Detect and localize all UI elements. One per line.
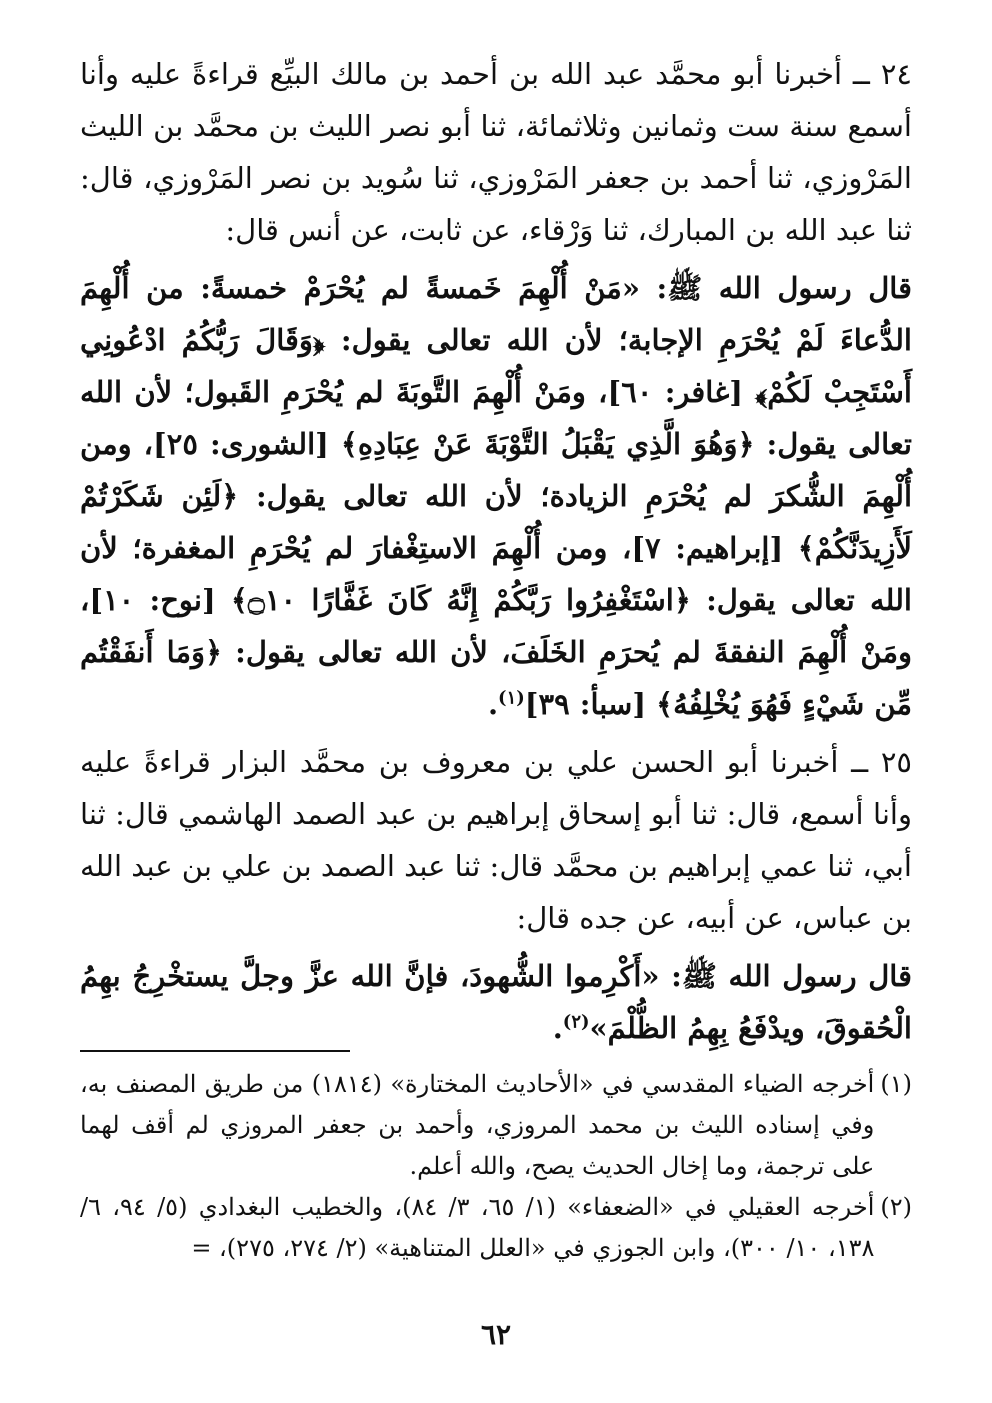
footnote-divider (80, 1050, 350, 1052)
paragraph-text: قال رسول الله ﷺ: «أَكْرِموا الشُّهودَ، فإنَّ الله عزَّ وجلَّ يستخْرِجُ بهِمُ الْحُقوقَ، ويدْفَعُ بِهِمُ الظُّلْمَ» (80, 959, 912, 1045)
footnote-1 (80, 1064, 912, 1187)
paragraph-text: قال رسول الله ﷺ: «مَنْ أُلْهِمَ خَمسةً لم يُحْرَمْ خمسةً: من أُلْهِمَ الدُّعاءَ لَمْ يُحْرَمِ الإجابة؛ لأن الله تعالى يقول: ﴿وَقَالَ رَبُّكُمُ ادْعُونِي أَسْتَجِبْ لَكُمْ﴾ [غافر: ٦٠]، ومَنْ أُلْهِمَ التَّوبَةَ لم يُحْرَمِ القَبول؛ لأن الله تعالى يقول: ﴿وَهُوَ الَّذِي يَقْبَلُ التَّوْبَةَ عَنْ عِبَادِهِ﴾ [الشورى: ٢٥]، ومن أُلْهِمَ الشُّكرَ لم يُحْرَمِ الزيادة؛ لأن الله تعالى يقول: ﴿لَئِن شَكَرْتُمْ لَأَزِيدَنَّكُمْ﴾ [إبراهيم: ٧]، ومن أُلْهِمَ الاستِغْفارَ لم يُحْرَمِ المغفرة؛ لأن الله تعالى يقول: ﴿اسْتَغْفِرُوا رَبَّكُمْ إِنَّهُ كَانَ غَفَّارًا ۝١٠﴾ [نوح: ١٠]، ومَنْ أُلْهِمَ النفقةَ لم يُحرَمِ الخَلَفَ، لأن الله تعالى يقول: ﴿وَمَا أَنفَقْتُم مِّن شَيْءٍ فَهُوَ يُخْلِفُهُ﴾ [سبأ: ٣٩] (80, 271, 912, 721)
footnote-marker: (١) (880, 1070, 912, 1098)
main-text (80, 48, 912, 1054)
footnote-2 (80, 1187, 912, 1269)
footnote-list (80, 1064, 912, 1269)
footnote-ref[interactable]: (١) (498, 687, 525, 709)
paragraph-25-isnad (80, 736, 912, 944)
footnote-marker: (٢) (880, 1193, 912, 1221)
footnote-text: أخرجه العقيلي في «الضعفاء» (١/ ٦٥، ٣/ ٨٤)، والخطيب البغدادي (٥/ ٩٤، ٦/ ١٣٨، ١٠/ ٣٠٠)، وابن الجوزي في «العلل المتناهية» (٢/ ٢٧٤، ٢٧٥)، = (80, 1193, 875, 1262)
page-number: ٦٢ (480, 1318, 512, 1351)
paragraph-24-hadith: قال رسول الله ﷺ: «مَنْ أُلْهِمَ خَمسةً لم يُحْرَمْ خمسةً: من أُلْهِمَ الدُّعاءَ لَمْ يُحْرَمِ الإجابة؛ لأن الله تعالى يقول: ﴿وَقَالَ رَبُّكُمُ ادْعُونِي أَسْتَجِبْ لَكُمْ﴾ [غافر: ٦٠]، ومَنْ أُلْهِمَ التَّوبَةَ لم يُحْرَمِ القَبول؛ لأن الله تعالى يقول: ﴿وَهُوَ الَّذِي يَقْبَلُ التَّوْبَةَ عَنْ عِبَادِهِ﴾ [الشورى: ٢٥]، ومن أُلْهِمَ الشُّكرَ لم يُحْرَمِ الزيادة؛ لأن الله تعالى يقول: ﴿لَئِن شَكَرْتُمْ لَأَزِيدَنَّكُمْ﴾ [إبراهيم: ٧]، ومن أُلْهِمَ الاستِغْفارَ لم يُحْرَمِ المغفرة؛ لأن الله تعالى يقول: ﴿اسْتَغْفِرُوا رَبَّكُمْ إِنَّهُ كَانَ غَفَّارًا ۝١٠﴾ [نوح: ١٠]، ومَنْ أُلْهِمَ النفقةَ لم يُحرَمِ الخَلَفَ، لأن الله تعالى يقول: ﴿وَمَا أَنفَقْتُم مِّن شَيْءٍ فَهُوَ يُخْلِفُهُ﴾ [سبأ: ٣٩]$^{(١)}$. (80, 271, 912, 721)
footnote-ref[interactable]: (٢) (562, 1011, 590, 1033)
paragraph-text: ٢٤ ــ أخبرنا أبو محمَّد عبد الله بن أحمد بن مالك البيِّع قراءةً عليه وأنا أسمع سنة ست وثمانين وثلاثمائة، ثنا أبو نصر الليث بن محمَّد بن الليث المَرْوزي، ثنا أحمد بن جعفر المَرْوزي، ثنا سُويد بن نصر المَرْوزي، قال: ثنا عبد الله بن المبارك، ثنا وَرْقاء، عن ثابت، عن أنس قال: (80, 57, 912, 247)
footnote-text: أخرجه الضياء المقدسي في «الأحاديث المختارة» (١٨١٤) من طريق المصنف به، وفي إسناده الليث بن محمد المروزي، وأحمد بن جعفر المروزي لم أقف لهما على ترجمة، وما إخال الحديث يصح، والله أعلم. (80, 1070, 875, 1180)
paragraph-24-isnad (80, 48, 912, 256)
paragraph-text: ٢٥ ــ أخبرنا أبو الحسن علي بن معروف بن محمَّد البزار قراءةً عليه وأنا أسمع، قال: ثنا أبو إسحاق إبراهيم بن عبد الصمد الهاشمي قال: ثنا أبي، ثنا عمي إبراهيم بن محمَّد قال: ثنا عبد الصمد بن علي بن عبد الله بن عباس، عن أبيه، عن جده قال: (80, 745, 912, 935)
paragraph-25-hadith: قال رسول الله ﷺ: «أَكْرِموا الشُّهودَ، فإنَّ الله عزَّ وجلَّ يستخْرِجُ بهِمُ الْحُقوقَ، ويدْفَعُ بِهِمُ الظُّلْمَ»$^{(٢)}$. (80, 959, 912, 1045)
